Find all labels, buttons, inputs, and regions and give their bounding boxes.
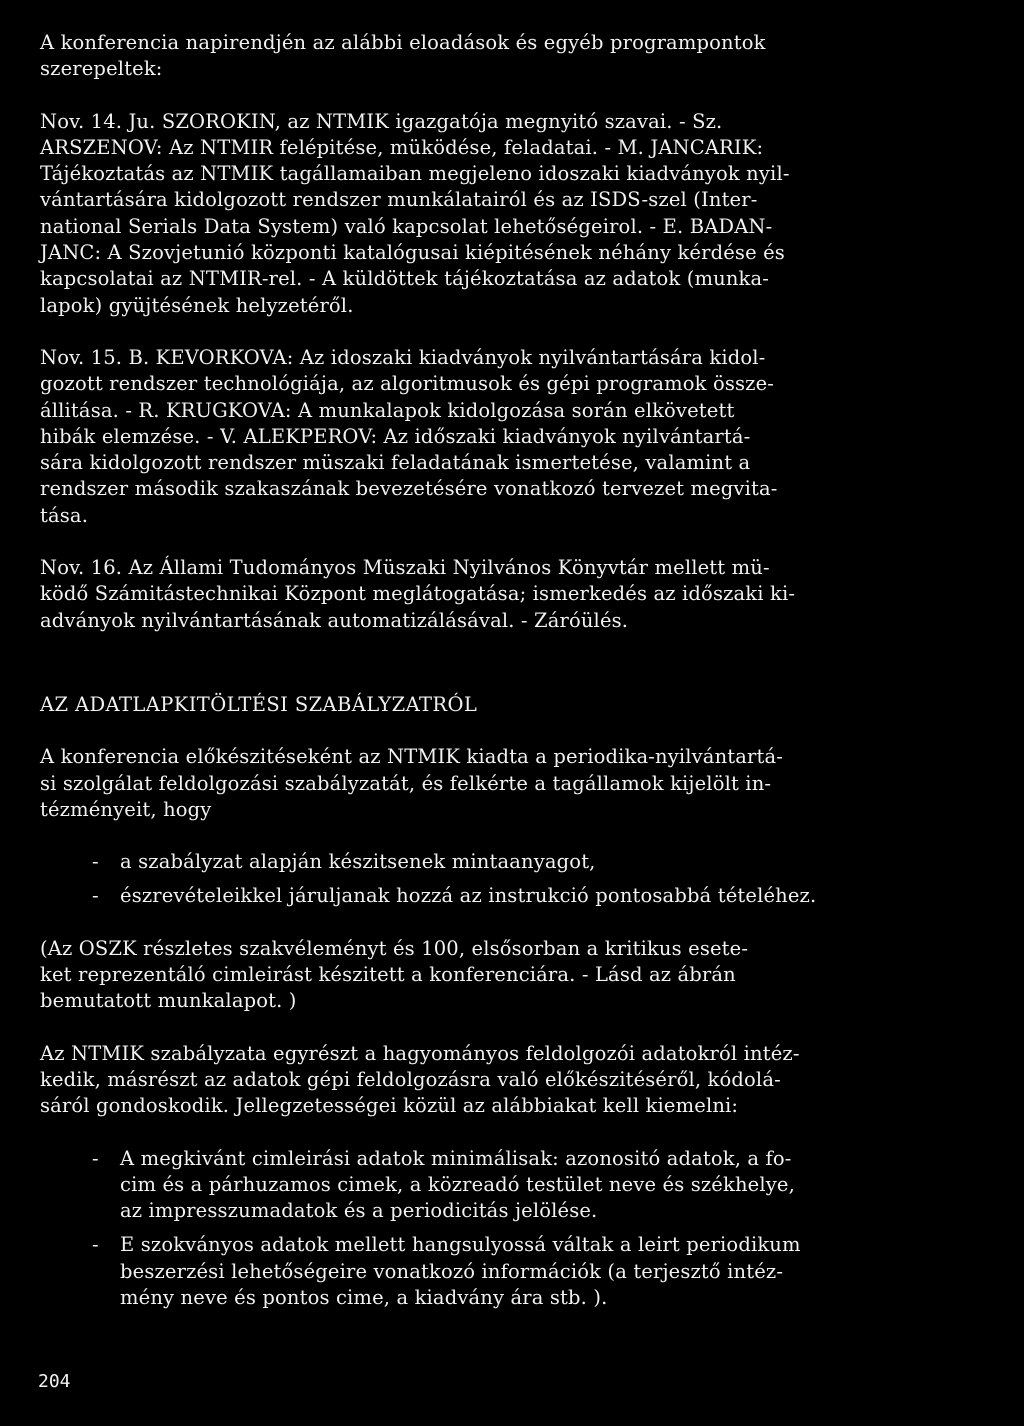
- text-line: hibák elemzése. - V. ALEKPEROV: Az időszaki kiadványok nyilvántartá-: [40, 424, 751, 448]
- text-line: a szabályzat alapján készitsenek mintaanyagot,: [120, 850, 596, 874]
- text-line: adványok nyilvántartásának automatizálásával. - Záróülés.: [40, 608, 629, 632]
- text-line: az impresszumadatok és a periodicitás jelölése.: [120, 1199, 598, 1223]
- text-line: szerepeltek:: [40, 57, 163, 81]
- text-line: kedik, másrészt az adatok gépi feldolgozásra való előkészitéséről, kódolá-: [40, 1067, 781, 1091]
- document-page: [40, 30, 990, 1337]
- text-line: (Az OSZK részletes szakvéleményt és 100, elsősorban a kritikus esete-: [40, 936, 749, 960]
- text-line: ködő Számitástechnikai Központ meglátogatása; ismerkedés az időszaki ki-: [40, 582, 796, 606]
- session-nov-16: [40, 555, 990, 634]
- intro-paragraph: [40, 30, 990, 83]
- text-line: Az NTMIK szabályzata egyrészt a hagyományos feldolgozói adatokról intéz-: [40, 1041, 800, 1065]
- text-line: Nov. 14. Ju. SZOROKIN, az NTMIK igazgatója megnyitó szavai. - Sz.: [40, 109, 723, 133]
- text-line: A megkivánt cimleirási adatok minimálisak: azonositó adatok, a fo-: [120, 1146, 792, 1170]
- session-nov-14: [40, 109, 990, 319]
- list-dash: -: [92, 1146, 99, 1170]
- text-line: tása.: [40, 503, 89, 527]
- text-line: sára kidolgozott rendszer müszaki feladatának ismertetése, valamint a: [40, 451, 751, 475]
- text-line: sáról gondoskodik. Jellegzetességei közül az alábbiakat kell kiemelni:: [40, 1094, 739, 1118]
- text-line: vántartására kidolgozott rendszer munkálatairól és az ISDS-szel (Inter-: [40, 188, 758, 212]
- text-line: ket reprezentáló cimleirást készitett a konferenciára. - Lásd az ábrán: [40, 963, 736, 987]
- text-line: A konferencia napirendjén az alábbi eloadások és egyéb programpontok: [40, 31, 766, 54]
- list-item: [92, 883, 990, 909]
- paragraph-regulation: [40, 1041, 990, 1120]
- text-line: cim és a párhuzamos cimek, a közreadó testület neve és székhelye,: [120, 1172, 795, 1196]
- text-line: mény neve és pontos cime, a kiadvány ára stb. ).: [120, 1285, 608, 1309]
- text-line: tézményeit, hogy: [40, 797, 212, 821]
- list-dash: -: [92, 884, 99, 908]
- list-item: [92, 1146, 990, 1225]
- list-item: [92, 1232, 990, 1311]
- text-line: gozott rendszer technológiája, az algoritmusok és gépi programok össze-: [40, 372, 774, 396]
- paragraph-oszk: [40, 936, 990, 1015]
- list-dash: -: [92, 850, 99, 874]
- text-line: bemutatott munkalapot. ): [40, 989, 297, 1013]
- request-list: [40, 849, 990, 910]
- text-line: beszerzési lehetőségeire vonatkozó információk (a terjesztő intéz-: [120, 1259, 784, 1283]
- text-line: Tájékoztatás az NTMIK tagállamaiban megjeleno idoszaki kiadványok nyil-: [40, 162, 790, 186]
- text-line: Nov. 16. Az Állami Tudományos Müszaki Nyilvános Könyvtár mellett mü-: [40, 556, 770, 580]
- section-heading: AZ ADATLAPKITÖLTÉSI SZABÁLYZATRÓL: [40, 692, 478, 716]
- features-list: [40, 1146, 990, 1312]
- list-item: [92, 849, 990, 875]
- text-line: észrevételeikkel járuljanak hozzá az instrukció pontosabbá tételéhez.: [120, 884, 817, 908]
- page-number: 204: [38, 1371, 71, 1392]
- text-line: JANC: A Szovjetunió központi katalógusai kiépitésének néhány kérdése és: [40, 241, 785, 265]
- paragraph-preparation: [40, 744, 990, 823]
- text-line: rendszer második szakaszának bevezetésére vonatkozó tervezet megvita-: [40, 477, 778, 501]
- text-line: national Serials Data System) való kapcsolat lehetőségeirol. - E. BADAN-: [40, 214, 773, 238]
- text-line: ARSZENOV: Az NTMIR felépitése, müködése, feladatai. - M. JANCARIK:: [40, 135, 764, 159]
- text-line: Nov. 15. B. KEVORKOVA: Az idoszaki kiadványok nyilvántartására kidol-: [40, 345, 766, 369]
- text-line: A konferencia előkészitéseként az NTMIK kiadta a periodika-nyilvántartá-: [40, 745, 784, 769]
- text-line: E szokványos adatok mellett hangsulyossá váltak a leirt periodikum: [120, 1233, 801, 1257]
- text-line: állitása. - R. KRUGKOVA: A munkalapok kidolgozása során elkövetett: [40, 398, 735, 422]
- text-line: kapcsolatai az NTMIR-rel. - A küldöttek tájékoztatása az adatok (munka-: [40, 267, 770, 291]
- text-line: si szolgálat feldolgozási szabályzatát, és felkérte a tagállamok kijelölt in-: [40, 771, 772, 795]
- session-nov-15: [40, 345, 990, 529]
- list-dash: -: [92, 1233, 99, 1257]
- text-line: lapok) gyüjtésének helyzetéről.: [40, 293, 354, 317]
